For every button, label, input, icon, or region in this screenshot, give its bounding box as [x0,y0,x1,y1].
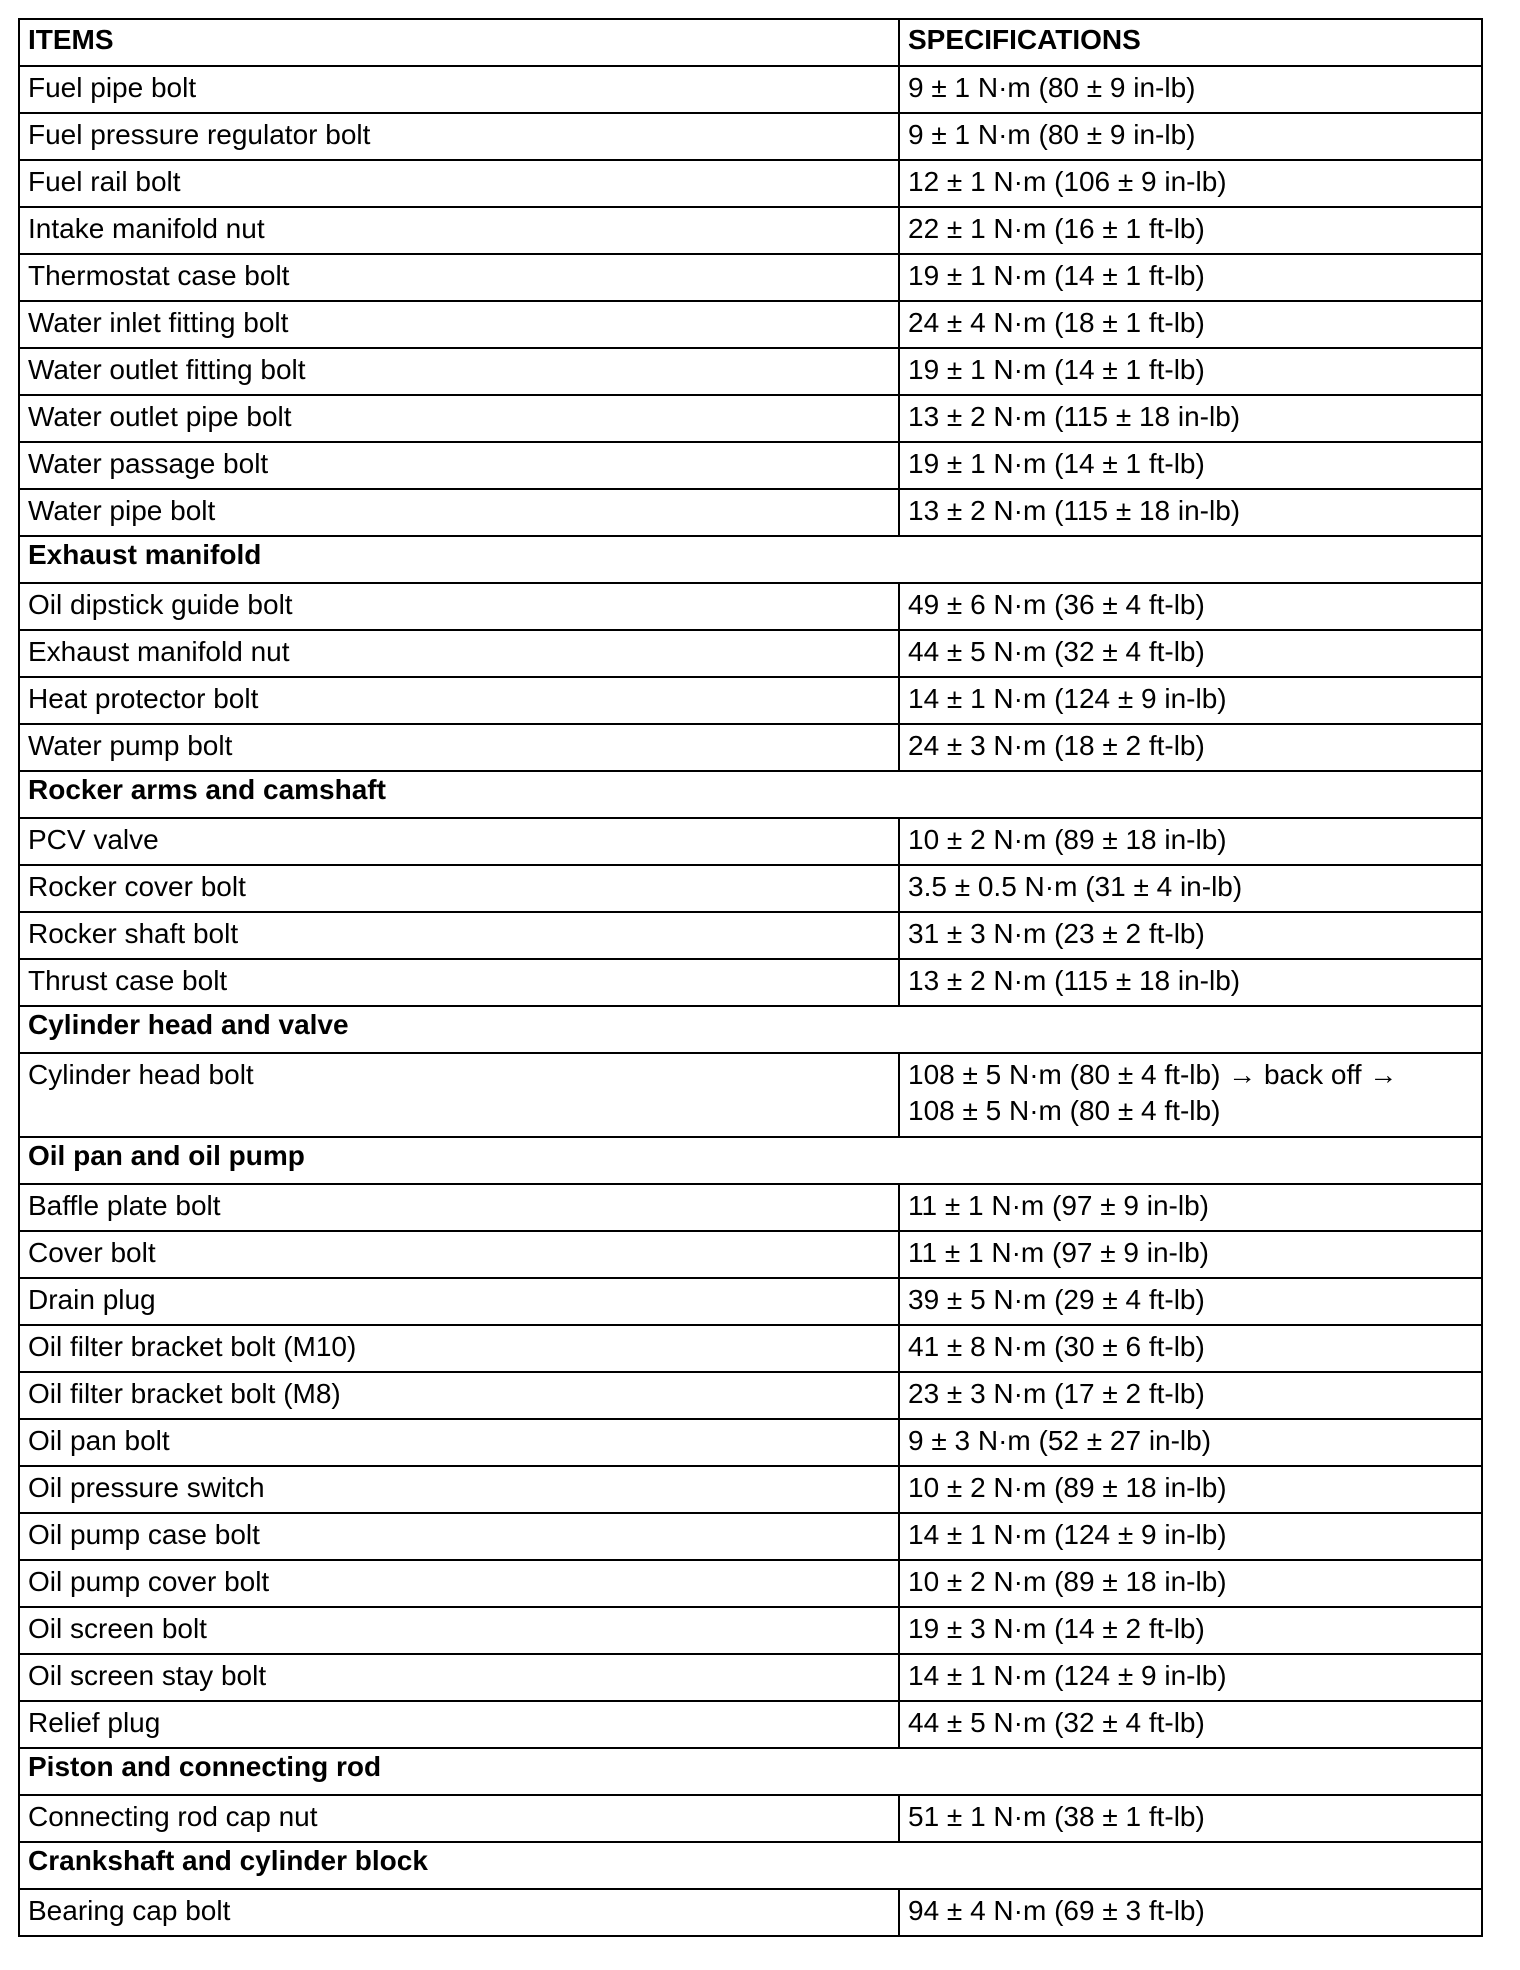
item-cell: Rocker cover bolt [19,865,899,912]
table-row [19,1053,1482,1137]
table-row [19,348,1482,395]
table-row [19,1419,1482,1466]
item-cell: Rocker shaft bolt [19,912,899,959]
item-cell: Oil screen stay bolt [19,1654,899,1701]
specification-cell: 49 ± 6 N·m (36 ± 4 ft-lb) [899,583,1482,630]
specification-cell: 14 ± 1 N·m (124 ± 9 in-lb) [899,1654,1482,1701]
table-row [19,912,1482,959]
item-cell: Exhaust manifold nut [19,630,899,677]
specification-cell: 10 ± 2 N·m (89 ± 18 in-lb) [899,1466,1482,1513]
table-row [19,1607,1482,1654]
table-row [19,1325,1482,1372]
column-header-specifications: SPECIFICATIONS [899,19,1482,66]
table-row [19,583,1482,630]
table-row [19,1278,1482,1325]
item-cell: Heat protector bolt [19,677,899,724]
item-cell: Oil filter bracket bolt (M8) [19,1372,899,1419]
item-cell: Water pipe bolt [19,489,899,536]
item-cell: Thermostat case bolt [19,254,899,301]
specification-cell: 10 ± 2 N·m (89 ± 18 in-lb) [899,818,1482,865]
specification-cell: 14 ± 1 N·m (124 ± 9 in-lb) [899,677,1482,724]
item-cell: Baffle plate bolt [19,1184,899,1231]
specification-cell: 11 ± 1 N·m (97 ± 9 in-lb) [899,1184,1482,1231]
section-title: Rocker arms and camshaft [19,771,1482,818]
table-row [19,1701,1482,1748]
specification-cell: 51 ± 1 N·m (38 ± 1 ft-lb) [899,1795,1482,1842]
section-title: Exhaust manifold [19,536,1482,583]
item-cell: Water passage bolt [19,442,899,489]
table-row [19,1466,1482,1513]
item-cell: Oil pump cover bolt [19,1560,899,1607]
item-cell: Water inlet fitting bolt [19,301,899,348]
table-row [19,1513,1482,1560]
item-cell: Oil pump case bolt [19,1513,899,1560]
table-row [19,442,1482,489]
section-title: Cylinder head and valve [19,1006,1482,1053]
table-row [19,113,1482,160]
table-row [19,1372,1482,1419]
item-cell: Fuel pipe bolt [19,66,899,113]
item-cell: Cover bolt [19,1231,899,1278]
specification-cell: 3.5 ± 0.5 N·m (31 ± 4 in-lb) [899,865,1482,912]
item-cell: Water pump bolt [19,724,899,771]
item-cell: PCV valve [19,818,899,865]
table-row [19,1184,1482,1231]
table-row [19,489,1482,536]
specification-cell: 94 ± 4 N·m (69 ± 3 ft-lb) [899,1889,1482,1936]
item-cell: Oil screen bolt [19,1607,899,1654]
item-cell: Oil filter bracket bolt (M10) [19,1325,899,1372]
specification-cell: 41 ± 8 N·m (30 ± 6 ft-lb) [899,1325,1482,1372]
table-header-row [19,19,1482,66]
item-cell: Fuel rail bolt [19,160,899,207]
table-row [19,1560,1482,1607]
specification-cell: 39 ± 5 N·m (29 ± 4 ft-lb) [899,1278,1482,1325]
table-row [19,865,1482,912]
specification-cell: 11 ± 1 N·m (97 ± 9 in-lb) [899,1231,1482,1278]
specification-cell: 22 ± 1 N·m (16 ± 1 ft-lb) [899,207,1482,254]
item-cell: Intake manifold nut [19,207,899,254]
specification-cell: 10 ± 2 N·m (89 ± 18 in-lb) [899,1560,1482,1607]
specification-cell: 19 ± 1 N·m (14 ± 1 ft-lb) [899,348,1482,395]
specification-cell [899,1053,1482,1137]
item-cell: Cylinder head bolt [19,1053,899,1137]
table-row [19,395,1482,442]
specification-cell: 19 ± 1 N·m (14 ± 1 ft-lb) [899,442,1482,489]
specification-cell: 13 ± 2 N·m (115 ± 18 in-lb) [899,395,1482,442]
specification-cell: 23 ± 3 N·m (17 ± 2 ft-lb) [899,1372,1482,1419]
specification-cell: 9 ± 1 N·m (80 ± 9 in-lb) [899,66,1482,113]
specification-cell: 19 ± 1 N·m (14 ± 1 ft-lb) [899,254,1482,301]
specification-cell: 13 ± 2 N·m (115 ± 18 in-lb) [899,959,1482,1006]
table-row [19,677,1482,724]
table-row [19,1889,1482,1936]
table-row [19,207,1482,254]
item-cell: Bearing cap bolt [19,1889,899,1936]
specification-cell: 24 ± 3 N·m (18 ± 2 ft-lb) [899,724,1482,771]
item-cell: Fuel pressure regulator bolt [19,113,899,160]
specification-cell: 9 ± 1 N·m (80 ± 9 in-lb) [899,113,1482,160]
table-row [19,66,1482,113]
section-header-row [19,1842,1482,1889]
item-cell: Oil pan bolt [19,1419,899,1466]
section-title: Crankshaft and cylinder block [19,1842,1482,1889]
item-cell: Connecting rod cap nut [19,1795,899,1842]
section-header-row [19,1137,1482,1184]
section-header-row [19,771,1482,818]
specification-cell: 14 ± 1 N·m (124 ± 9 in-lb) [899,1513,1482,1560]
section-header-row [19,1006,1482,1053]
table-row [19,301,1482,348]
column-header-items: ITEMS [19,19,899,66]
item-cell: Oil dipstick guide bolt [19,583,899,630]
table-row [19,1795,1482,1842]
table-row [19,1231,1482,1278]
item-cell: Oil pressure switch [19,1466,899,1513]
section-title: Piston and connecting rod [19,1748,1482,1795]
section-header-row [19,536,1482,583]
item-cell: Thrust case bolt [19,959,899,1006]
table-body [19,66,1482,1936]
table-row [19,724,1482,771]
specification-cell: 44 ± 5 N·m (32 ± 4 ft-lb) [899,630,1482,677]
item-cell: Water outlet fitting bolt [19,348,899,395]
specification-cell: 44 ± 5 N·m (32 ± 4 ft-lb) [899,1701,1482,1748]
specification-cell: 19 ± 3 N·m (14 ± 2 ft-lb) [899,1607,1482,1654]
table-row [19,254,1482,301]
specification-line: 108 ± 5 N·m (80 ± 4 ft-lb) → back off → [908,1059,1398,1090]
table-row [19,1654,1482,1701]
torque-spec-table [18,18,1483,1937]
table-row [19,959,1482,1006]
specification-cell: 9 ± 3 N·m (52 ± 27 in-lb) [899,1419,1482,1466]
specification-line: 108 ± 5 N·m (80 ± 4 ft-lb) [908,1095,1221,1126]
table-row [19,160,1482,207]
specification-cell: 13 ± 2 N·m (115 ± 18 in-lb) [899,489,1482,536]
specification-cell: 12 ± 1 N·m (106 ± 9 in-lb) [899,160,1482,207]
table-row [19,818,1482,865]
item-cell: Relief plug [19,1701,899,1748]
specification-cell: 24 ± 4 N·m (18 ± 1 ft-lb) [899,301,1482,348]
item-cell: Drain plug [19,1278,899,1325]
table-row [19,630,1482,677]
specification-cell: 31 ± 3 N·m (23 ± 2 ft-lb) [899,912,1482,959]
section-header-row [19,1748,1482,1795]
section-title: Oil pan and oil pump [19,1137,1482,1184]
item-cell: Water outlet pipe bolt [19,395,899,442]
